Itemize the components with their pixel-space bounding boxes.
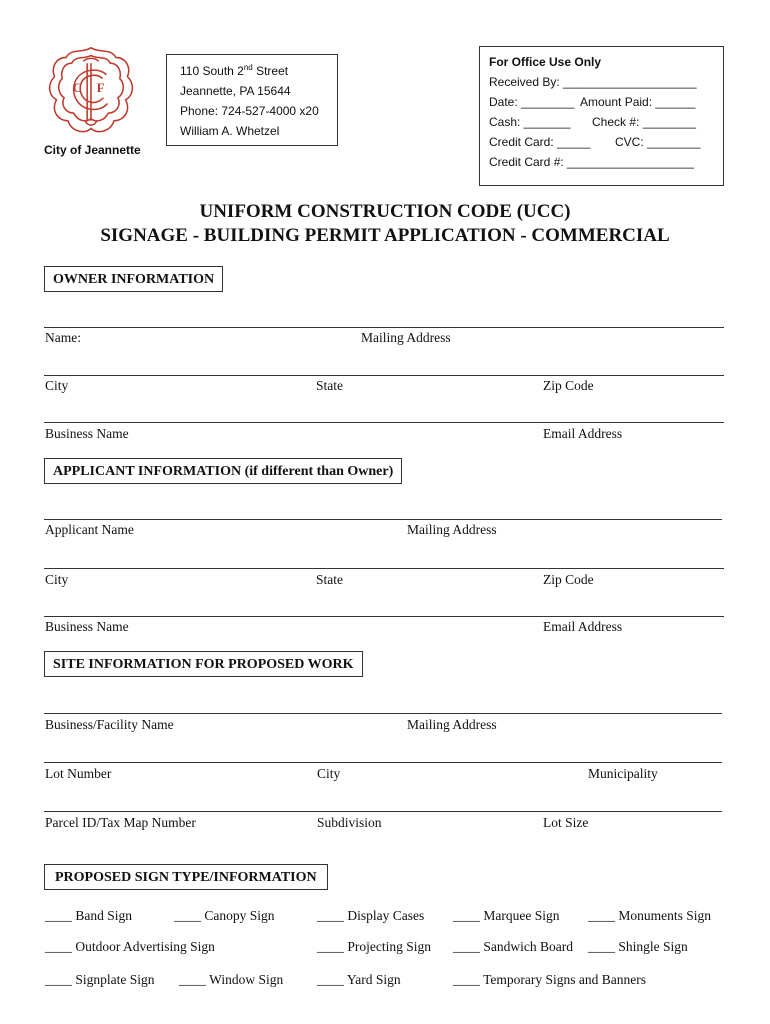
sign-option-monuments[interactable]: ____ Monuments Sign <box>588 908 712 923</box>
site-section-heading: SITE INFORMATION FOR PROPOSED WORK <box>44 651 363 677</box>
sign-option-canopy[interactable]: ____ Canopy Sign <box>174 908 275 923</box>
sign-section-heading: PROPOSED SIGN TYPE/INFORMATION <box>44 864 328 890</box>
city-seal-logo <box>42 44 140 140</box>
owner-section-heading: OWNER INFORMATION <box>44 266 223 292</box>
owner-name-label: Name: <box>45 330 81 345</box>
sign-option-signplate[interactable]: ____ Signplate Sign <box>45 972 155 987</box>
city-caption: City of Jeannette <box>44 143 141 157</box>
owner-email-label: Email Address <box>543 426 623 441</box>
cash-field[interactable]: Cash: _______ <box>489 115 571 129</box>
applicant-name-label: Applicant Name <box>45 522 134 537</box>
svg-text:C: C <box>72 81 82 95</box>
site-subdivision-label: Subdivision <box>317 815 382 830</box>
credit-card-number-field[interactable]: Credit Card #: ___________________ <box>489 155 694 169</box>
credit-card-field[interactable]: Credit Card: _____ <box>489 135 591 149</box>
site-municipality-label: Municipality <box>588 766 658 781</box>
applicant-line-3[interactable] <box>44 616 724 617</box>
owner-zip-label: Zip Code <box>543 378 594 393</box>
sign-option-outdoor-advertising[interactable]: ____ Outdoor Advertising Sign <box>45 939 215 954</box>
owner-mailing-label: Mailing Address <box>361 330 451 345</box>
street-address: 110 South 2nd Street <box>180 63 289 78</box>
address-box <box>166 54 338 146</box>
office-use-title: For Office Use Only <box>489 55 602 69</box>
sign-option-display-cases[interactable]: ____ Display Cases <box>317 908 425 923</box>
owner-business-label: Business Name <box>45 426 129 441</box>
owner-state-label: State <box>316 378 343 393</box>
site-line-2[interactable] <box>44 762 722 763</box>
city-state-zip: Jeannette, PA 15644 <box>180 84 291 98</box>
sign-option-yard[interactable]: ____ Yard Sign <box>317 972 401 987</box>
applicant-line-2[interactable] <box>44 568 724 569</box>
applicant-mailing-label: Mailing Address <box>407 522 497 537</box>
site-facility-label: Business/Facility Name <box>45 717 174 732</box>
applicant-zip-label: Zip Code <box>543 572 594 587</box>
form-title-line-1: UNIFORM CONSTRUCTION CODE (UCC) <box>199 201 571 222</box>
sign-option-shingle[interactable]: ____ Shingle Sign <box>588 939 688 954</box>
date-field[interactable]: Date: ________ <box>489 95 575 109</box>
received-by-field[interactable]: Received By: ____________________ <box>489 75 697 89</box>
owner-line-1[interactable] <box>44 327 724 328</box>
site-lot-number-label: Lot Number <box>45 766 112 781</box>
site-line-3[interactable] <box>44 811 722 812</box>
contact-name: William A. Whetzel <box>180 124 280 138</box>
sign-option-marquee[interactable]: ____ Marquee Sign <box>453 908 560 923</box>
svg-text:F: F <box>96 81 105 95</box>
owner-line-3[interactable] <box>44 422 724 423</box>
applicant-city-label: City <box>45 572 69 587</box>
site-parcel-label: Parcel ID/Tax Map Number <box>45 815 196 830</box>
site-lot-size-label: Lot Size <box>543 815 589 830</box>
amount-paid-field[interactable]: Amount Paid: ______ <box>580 95 696 109</box>
applicant-email-label: Email Address <box>543 619 623 634</box>
site-city-label: City <box>317 766 341 781</box>
owner-line-2[interactable] <box>44 375 724 376</box>
site-mailing-label: Mailing Address <box>407 717 497 732</box>
form-title <box>0 200 770 248</box>
applicant-business-label: Business Name <box>45 619 129 634</box>
check-number-field[interactable]: Check #: ________ <box>592 115 697 129</box>
sign-option-band[interactable]: ____ Band Sign <box>45 908 133 923</box>
site-line-1[interactable] <box>44 713 722 714</box>
applicant-state-label: State <box>316 572 343 587</box>
applicant-section-heading: APPLICANT INFORMATION (if different than Owner) <box>44 458 402 484</box>
sign-option-window[interactable]: ____ Window Sign <box>179 972 284 987</box>
form-title-line-2: SIGNAGE - BUILDING PERMIT APPLICATION - COMMERCIAL <box>100 225 670 246</box>
phone-number: Phone: 724-527-4000 x20 <box>180 104 319 118</box>
sign-option-sandwich-board[interactable]: ____ Sandwich Board <box>453 939 573 954</box>
sign-option-temporary[interactable]: ____ Temporary Signs and Banners <box>453 972 647 987</box>
sign-option-projecting[interactable]: ____ Projecting Sign <box>317 939 431 954</box>
owner-city-label: City <box>45 378 69 393</box>
applicant-line-1[interactable] <box>44 519 722 520</box>
cvc-field[interactable]: CVC: ________ <box>615 135 701 149</box>
office-use-box <box>479 46 724 186</box>
